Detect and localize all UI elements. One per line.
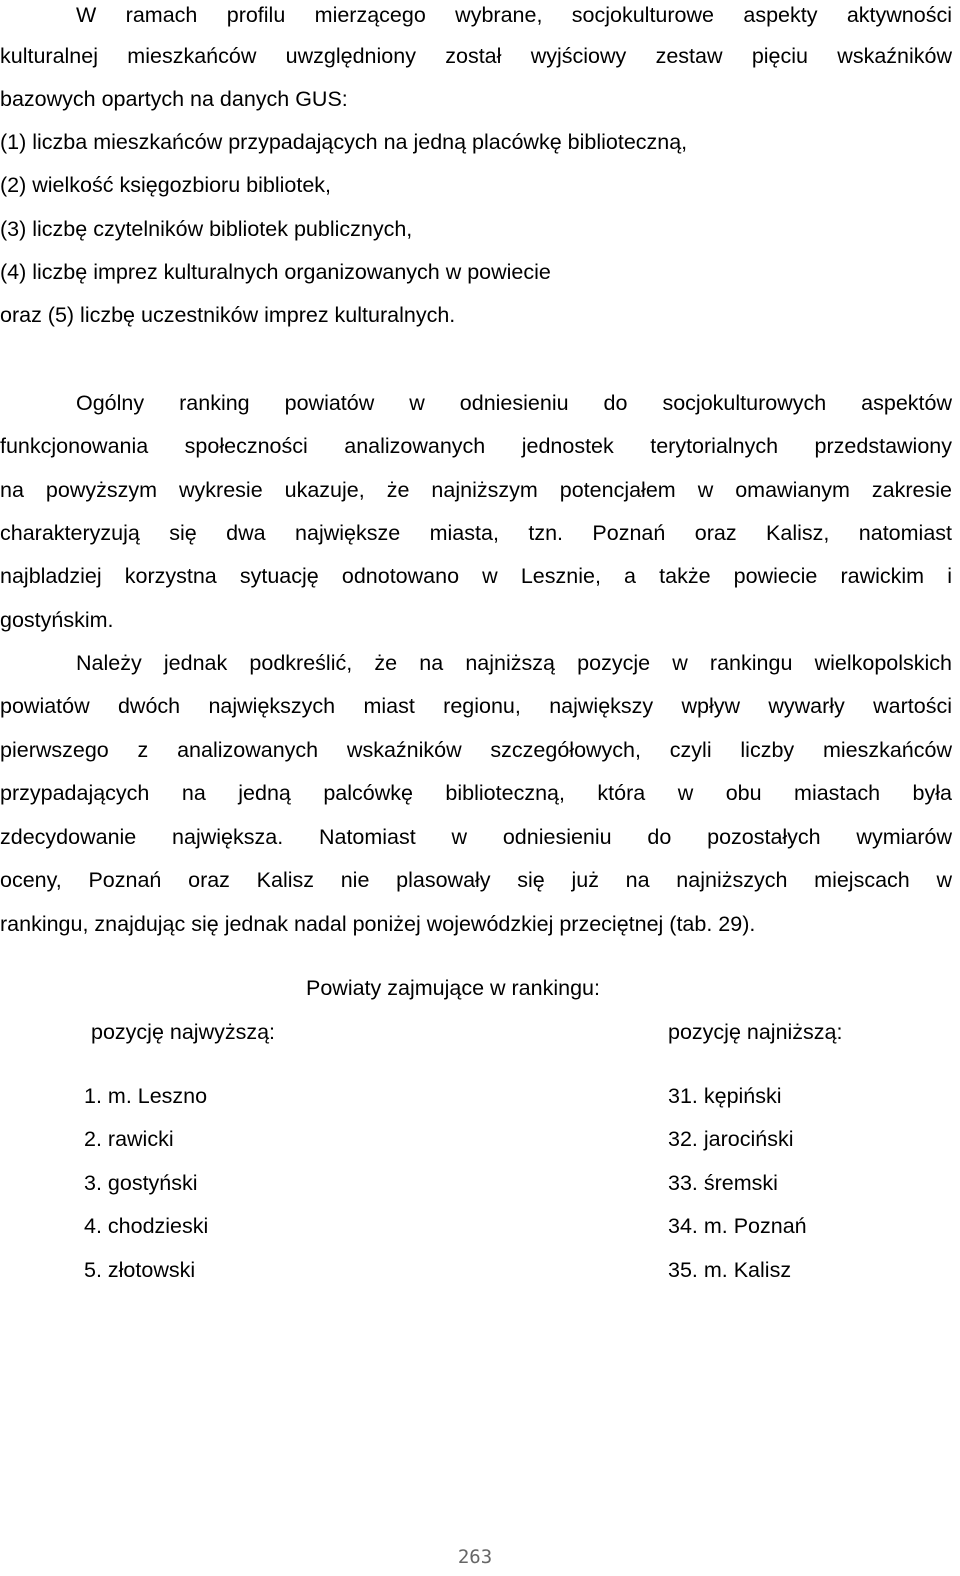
list-item: 2. rawicki <box>84 1127 174 1151</box>
list-item-indicator-2: (2) wielkość księgozbioru bibliotek, <box>0 173 332 197</box>
text-line: zdecydowanie największa. Natomiast w odniesieniu do pozostałych wymiarów <box>0 825 952 849</box>
text-line: Ogólny ranking powiatów w odniesieniu do socjokulturowych aspektów <box>76 391 952 415</box>
text-line: bazowych opartych na danych GUS: <box>0 87 348 111</box>
list-item: 5. złotowski <box>84 1258 196 1282</box>
text-line: gostyńskim. <box>0 608 114 632</box>
bottom-positions-header: pozycję najniższą: <box>668 1020 843 1044</box>
list-item-indicator-1: (1) liczba mieszkańców przypadających na jedną placówkę biblioteczną, <box>0 130 688 154</box>
page-number: 263 <box>457 1546 493 1568</box>
text-line: najbladziej korzystna sytuację odnotowano w Lesznie, a także powiecie rawickim i <box>0 564 952 588</box>
list-item-indicator-3: (3) liczbę czytelników bibliotek publicznych, <box>0 217 413 241</box>
text-line: funkcjonowania społeczności analizowanych jednostek terytorialnych przedstawiony <box>0 434 952 458</box>
list-item: 34. m. Poznań <box>668 1214 807 1238</box>
list-item: 1. m. Leszno <box>84 1084 208 1108</box>
text-line: kulturalnej mieszkańców uwzględniony został wyjściowy zestaw pięciu wskaźników <box>0 44 952 68</box>
text-line: na powyższym wykresie ukazuje, że najniższym potencjałem w omawianym zakresie <box>0 478 952 502</box>
list-item: 33. śremski <box>668 1171 778 1195</box>
text-line: Należy jednak podkreślić, że na najniższą pozycje w rankingu wielkopolskich <box>76 651 952 675</box>
text-line: rankingu, znajdując się jednak nadal poniżej wojewódzkiej przeciętnej (tab. 29). <box>0 912 756 936</box>
text-line: powiatów dwóch największych miast regionu, największy wpływ wywarły wartości <box>0 694 952 718</box>
list-item: 4. chodzieski <box>84 1214 209 1238</box>
list-item: 3. gostyński <box>84 1171 198 1195</box>
text-line: pierwszego z analizowanych wskaźników szczegółowych, czyli liczby mieszkańców <box>0 738 952 762</box>
text-line: charakteryzują się dwa największe miasta, tzn. Poznań oraz Kalisz, natomiast <box>0 521 952 545</box>
text-line: oceny, Poznań oraz Kalisz nie plasowały się już na najniższych miejscach w <box>0 868 952 892</box>
text-line: przypadających na jedną palcówkę biblioteczną, która w obu miastach była <box>0 781 952 805</box>
ranking-title: Powiaty zajmujące w rankingu: <box>306 976 600 1000</box>
top-positions-header: pozycję najwyższą: <box>91 1020 276 1044</box>
list-item-indicator-4: (4) liczbę imprez kulturalnych organizowanych w powiecie <box>0 260 551 284</box>
list-item: 32. jarociński <box>668 1127 794 1151</box>
list-item: 31. kępiński <box>668 1084 782 1108</box>
list-item: 35. m. Kalisz <box>668 1258 792 1282</box>
list-item-indicator-5: oraz (5) liczbę uczestników imprez kulturalnych. <box>0 303 456 327</box>
text-line: W ramach profilu mierzącego wybrane, socjokulturowe aspekty aktywności <box>76 3 952 27</box>
